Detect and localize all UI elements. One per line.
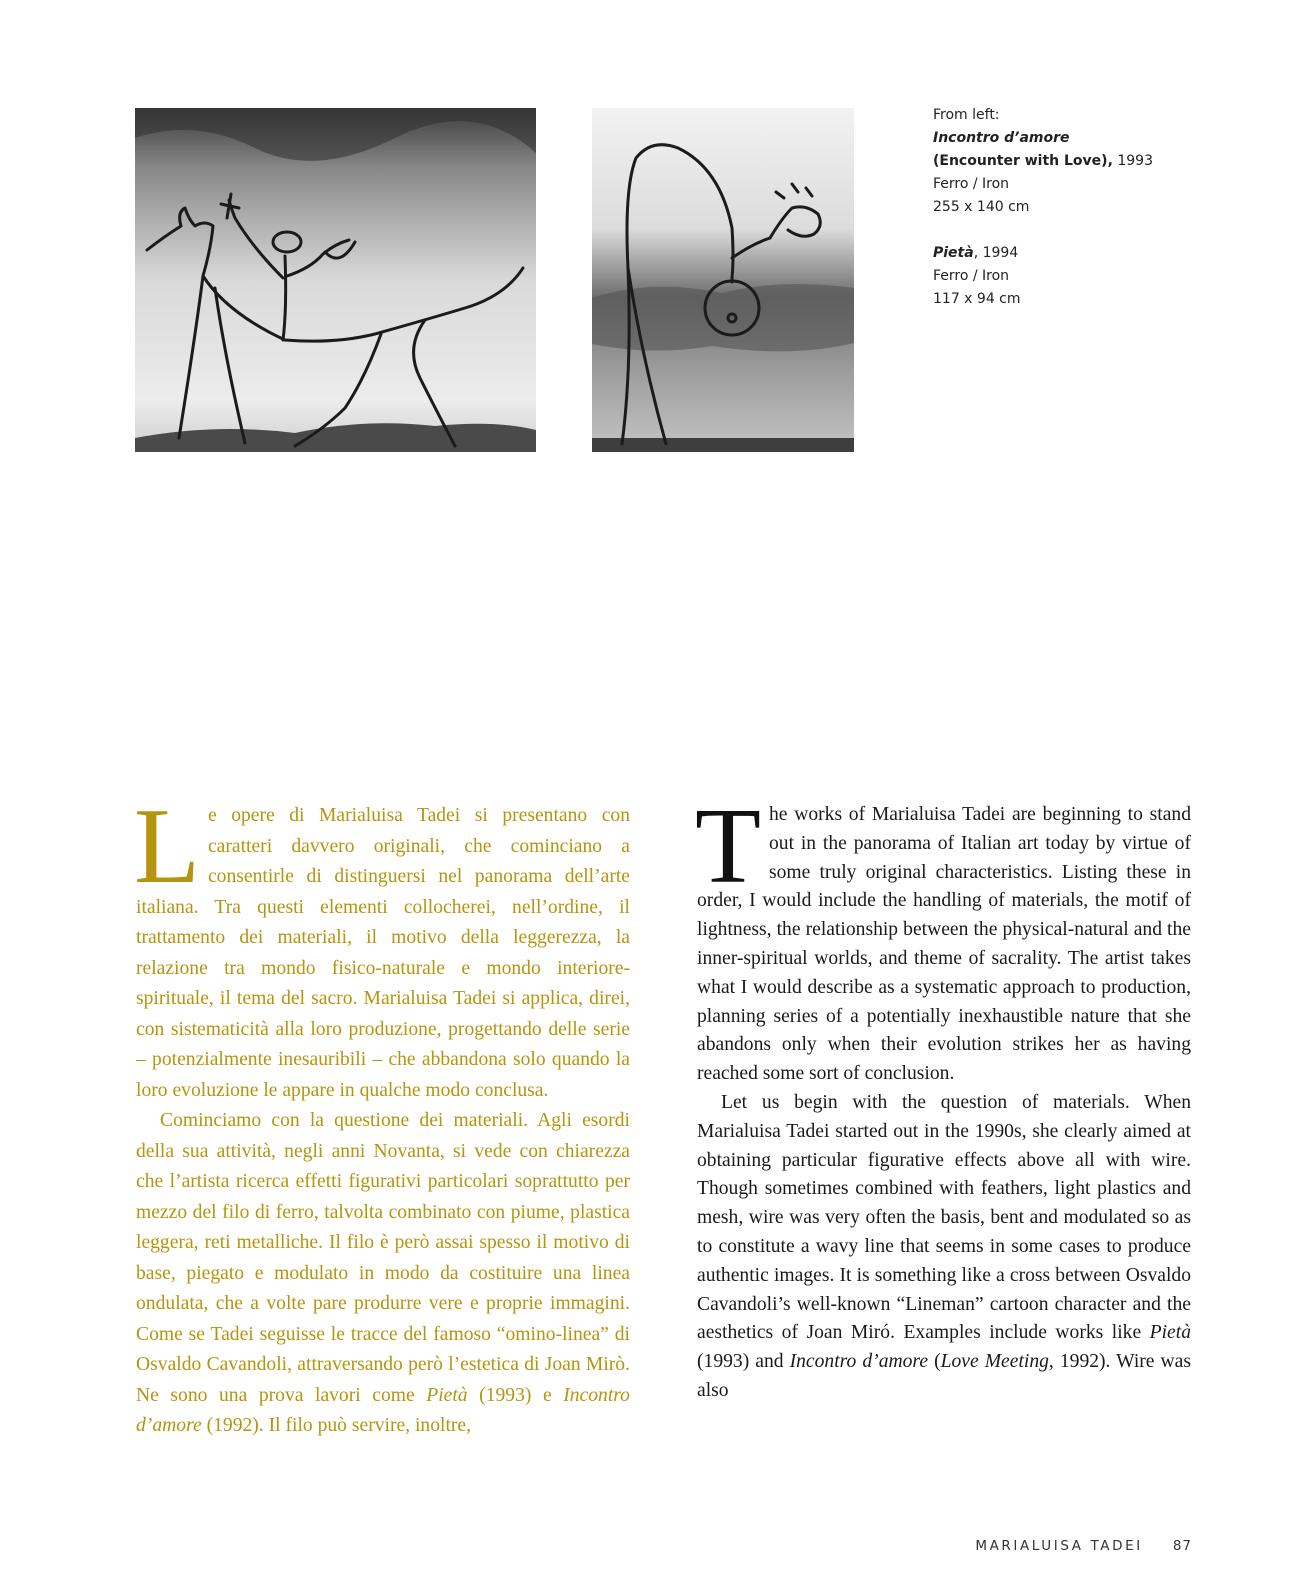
italian-paragraph-2-text: Cominciamo con la questione dei materiali. Agli esordi della sua attività, negli anni Novanta, si vede con chiarezza che l’artista ricerca effetti figurativi particolari soprattutto per mezzo del filo di ferro, talvolta combinato con piume, plastica leggera, reti metalliche. Il filo è però assai spesso il motivo di base, piegato e modulato in modo da costituire una linea ondulata, che a volte pare produrre vere e proprie immagini. Come se Tadei seguisse le tracce del famoso “omino-linea” di Osvaldo Cavandoli, attraversando però l’estetica di Joan Mirò. Ne sono una prova lavori come (136, 1110, 630, 1406)
italian-paragraph-1-text: e opere di Marialuisa Tadei si presentano con caratteri davvero originali, che cominciano a consentirle di distinguersi nel panorama dell’arte italiana. Tra questi elementi collocherei, nell’ordine, il trattamento dei materiali, il motivo della leggerezza, la relazione tra mondo fisico-naturale e mondo interiore-spirituale, il tema del sacro. Marialuisa Tadei si applica, direi, con sistematicità alla loro produzione, progettando delle serie – potenzialmente inesauribili – che abbandona solo quando la loro evoluzione le appare in qualche modo conclusa. (136, 805, 630, 1101)
italian-paragraph-1 (134, 787, 630, 1106)
caption-work1-material: Ferro / Iron (933, 176, 1010, 192)
english-dropcap: T (695, 787, 761, 906)
italian-work-title-incontro: Incontro d’amore (136, 1384, 630, 1436)
caption-work1-size: 255 x 140 cm (933, 199, 1030, 215)
caption-work2-size: 117 x 94 cm (933, 291, 1021, 307)
caption-work2-year: , 1994 (973, 245, 1019, 261)
photo-caption (933, 104, 1193, 311)
sculpture-photo-incontro-damore (135, 108, 536, 452)
english-text-column (695, 787, 1192, 1406)
english-paragraph-2-text-d: , 1992). Wire was also (697, 1351, 1192, 1401)
english-paragraph-2 (697, 1089, 1191, 1406)
english-work-title-incontro: Incontro d’amore (789, 1351, 929, 1373)
english-paragraph-2-text-c: ( (928, 1351, 941, 1373)
italian-paragraph-2-text-b: (1993) e (467, 1384, 564, 1406)
caption-work2-material: Ferro / Iron (933, 268, 1010, 284)
caption-work1-translation: (Encounter with Love), (933, 153, 1113, 169)
english-paragraph-1 (695, 787, 1191, 1089)
english-paragraph-1-text: he works of Marialuisa Tadei are beginning to stand out in the panorama of Italian art today by virtue of some truly original characteristics. Listing these in order, I would include the handling of materials, the motif of lightness, the relationship between the physical-natural and the inner-spiritual worlds, and theme of sacrality. The artist takes what I would describe as a systematic approach to production, planning series of a potentially inexhaustible nature that she abandons only when their evolution strikes her as having reached some sort of conclusion. (697, 804, 1191, 1085)
page-footer (975, 1538, 1192, 1554)
italian-dropcap: L (134, 787, 200, 906)
english-paragraph-2-text-b: (1993) and (697, 1351, 790, 1373)
english-paragraph-2-text: Let us begin with the question of materials. When Marialuisa Tadei started out in the 1990s, she clearly aimed at obtaining particular figurative effects above all with wire. Though sometimes combined with feathers, light plastics and mesh, wire was very often the basis, bent and modulated so as to constitute a wavy line that seems in some cases to produce authentic images. It is something like a cross between Osvaldo Cavandoli’s well-known “Lineman” cartoon character and the aesthetics of Joan Miró. Examples include works like (697, 1091, 1191, 1344)
page-number: 87 (1172, 1538, 1192, 1554)
english-work-title-pieta: Pietà (1149, 1322, 1191, 1344)
caption-work1-year: 1993 (1112, 153, 1153, 169)
italian-work-title-pieta: Pietà (426, 1384, 468, 1406)
italian-text-column (134, 787, 630, 1442)
english-work-title-love-meeting: Love Meeting (940, 1351, 1049, 1373)
sculpture-photo-pieta (592, 108, 854, 452)
caption-work2-title: Pietà (933, 245, 974, 261)
caption-work1-title: Incontro d’amore (933, 130, 1070, 146)
running-head: MARIALUISA TADEI (975, 1538, 1143, 1554)
italian-paragraph-2 (136, 1106, 630, 1442)
caption-intro: From left: (933, 107, 1000, 123)
italian-paragraph-2-text-c: (1992). Il filo può servire, inoltre, (201, 1415, 472, 1436)
